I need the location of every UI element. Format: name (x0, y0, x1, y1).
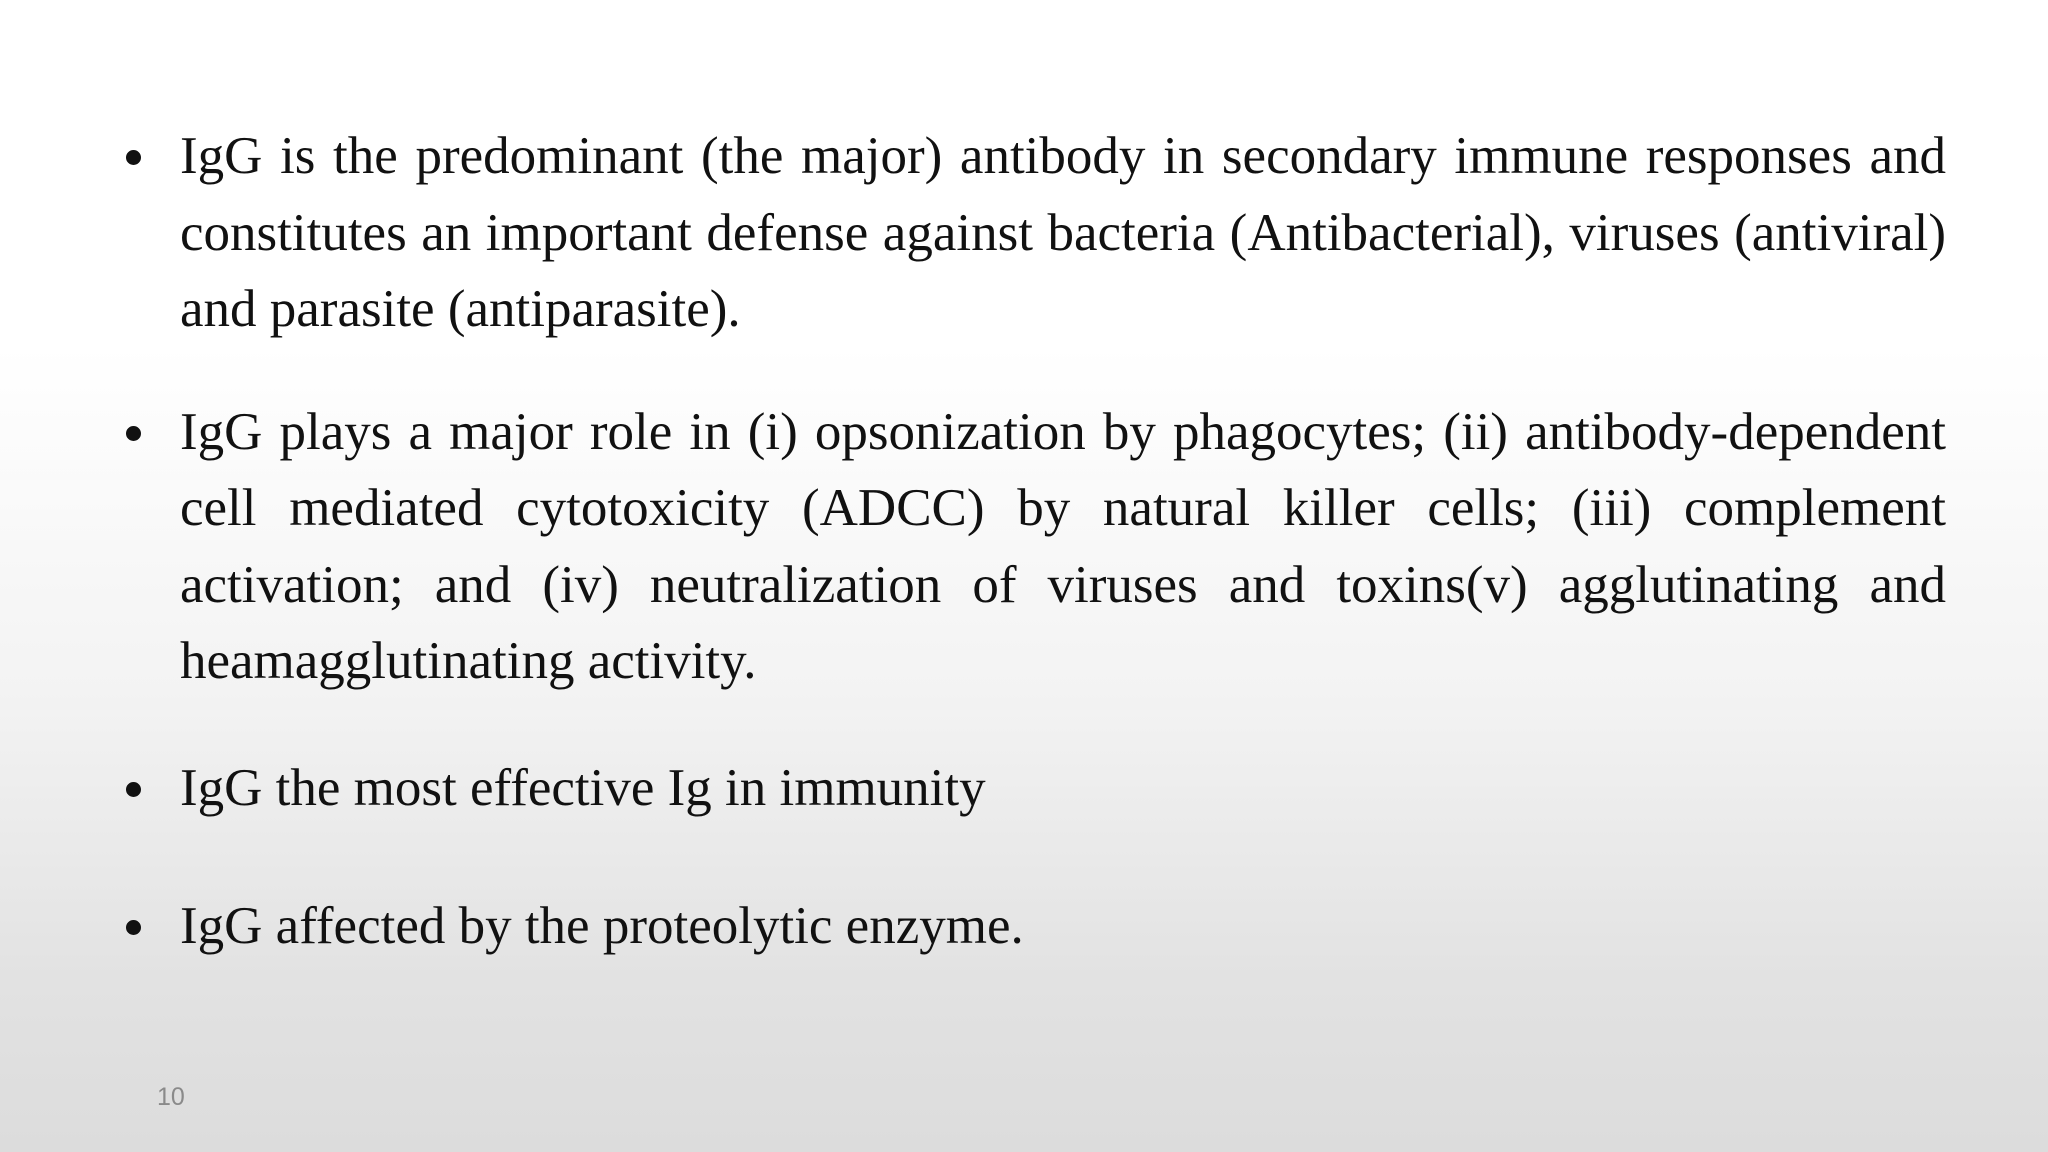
bullet-text: IgG is the predominant (the major) antibody in secondary immune responses and constitutes an important defense against bacteria (Antibacterial), viruses (antiviral) and parasite (antiparasite). (180, 127, 1946, 338)
bullet-text: IgG plays a major role in (i) opsonization by phagocytes; (ii) antibody-dependent cell mediated cytotoxicity (ADCC) by natural killer cells; (iii) complement activation; and (iv) neutralization of viruses and toxins(v) agglutinating and heamagglutinating activity. (180, 402, 1946, 690)
bullet-dot-icon (126, 920, 141, 935)
slide-page-number: 10 (157, 1083, 185, 1111)
bullet-item-igg-effective (120, 750, 1946, 827)
bullet-dot-icon (126, 426, 141, 441)
bullet-dot-icon (126, 782, 141, 797)
bullet-text: IgG the most effective Ig in immunity (180, 758, 986, 817)
bullet-item-igg-roles (120, 394, 1946, 700)
bullet-item-igg-proteolytic (120, 888, 1946, 965)
bullet-list (120, 118, 1946, 965)
bullet-text: IgG affected by the proteolytic enzyme. (180, 897, 1024, 955)
bullet-item-igg-predominant (120, 118, 1946, 348)
bullet-dot-icon (126, 150, 141, 165)
